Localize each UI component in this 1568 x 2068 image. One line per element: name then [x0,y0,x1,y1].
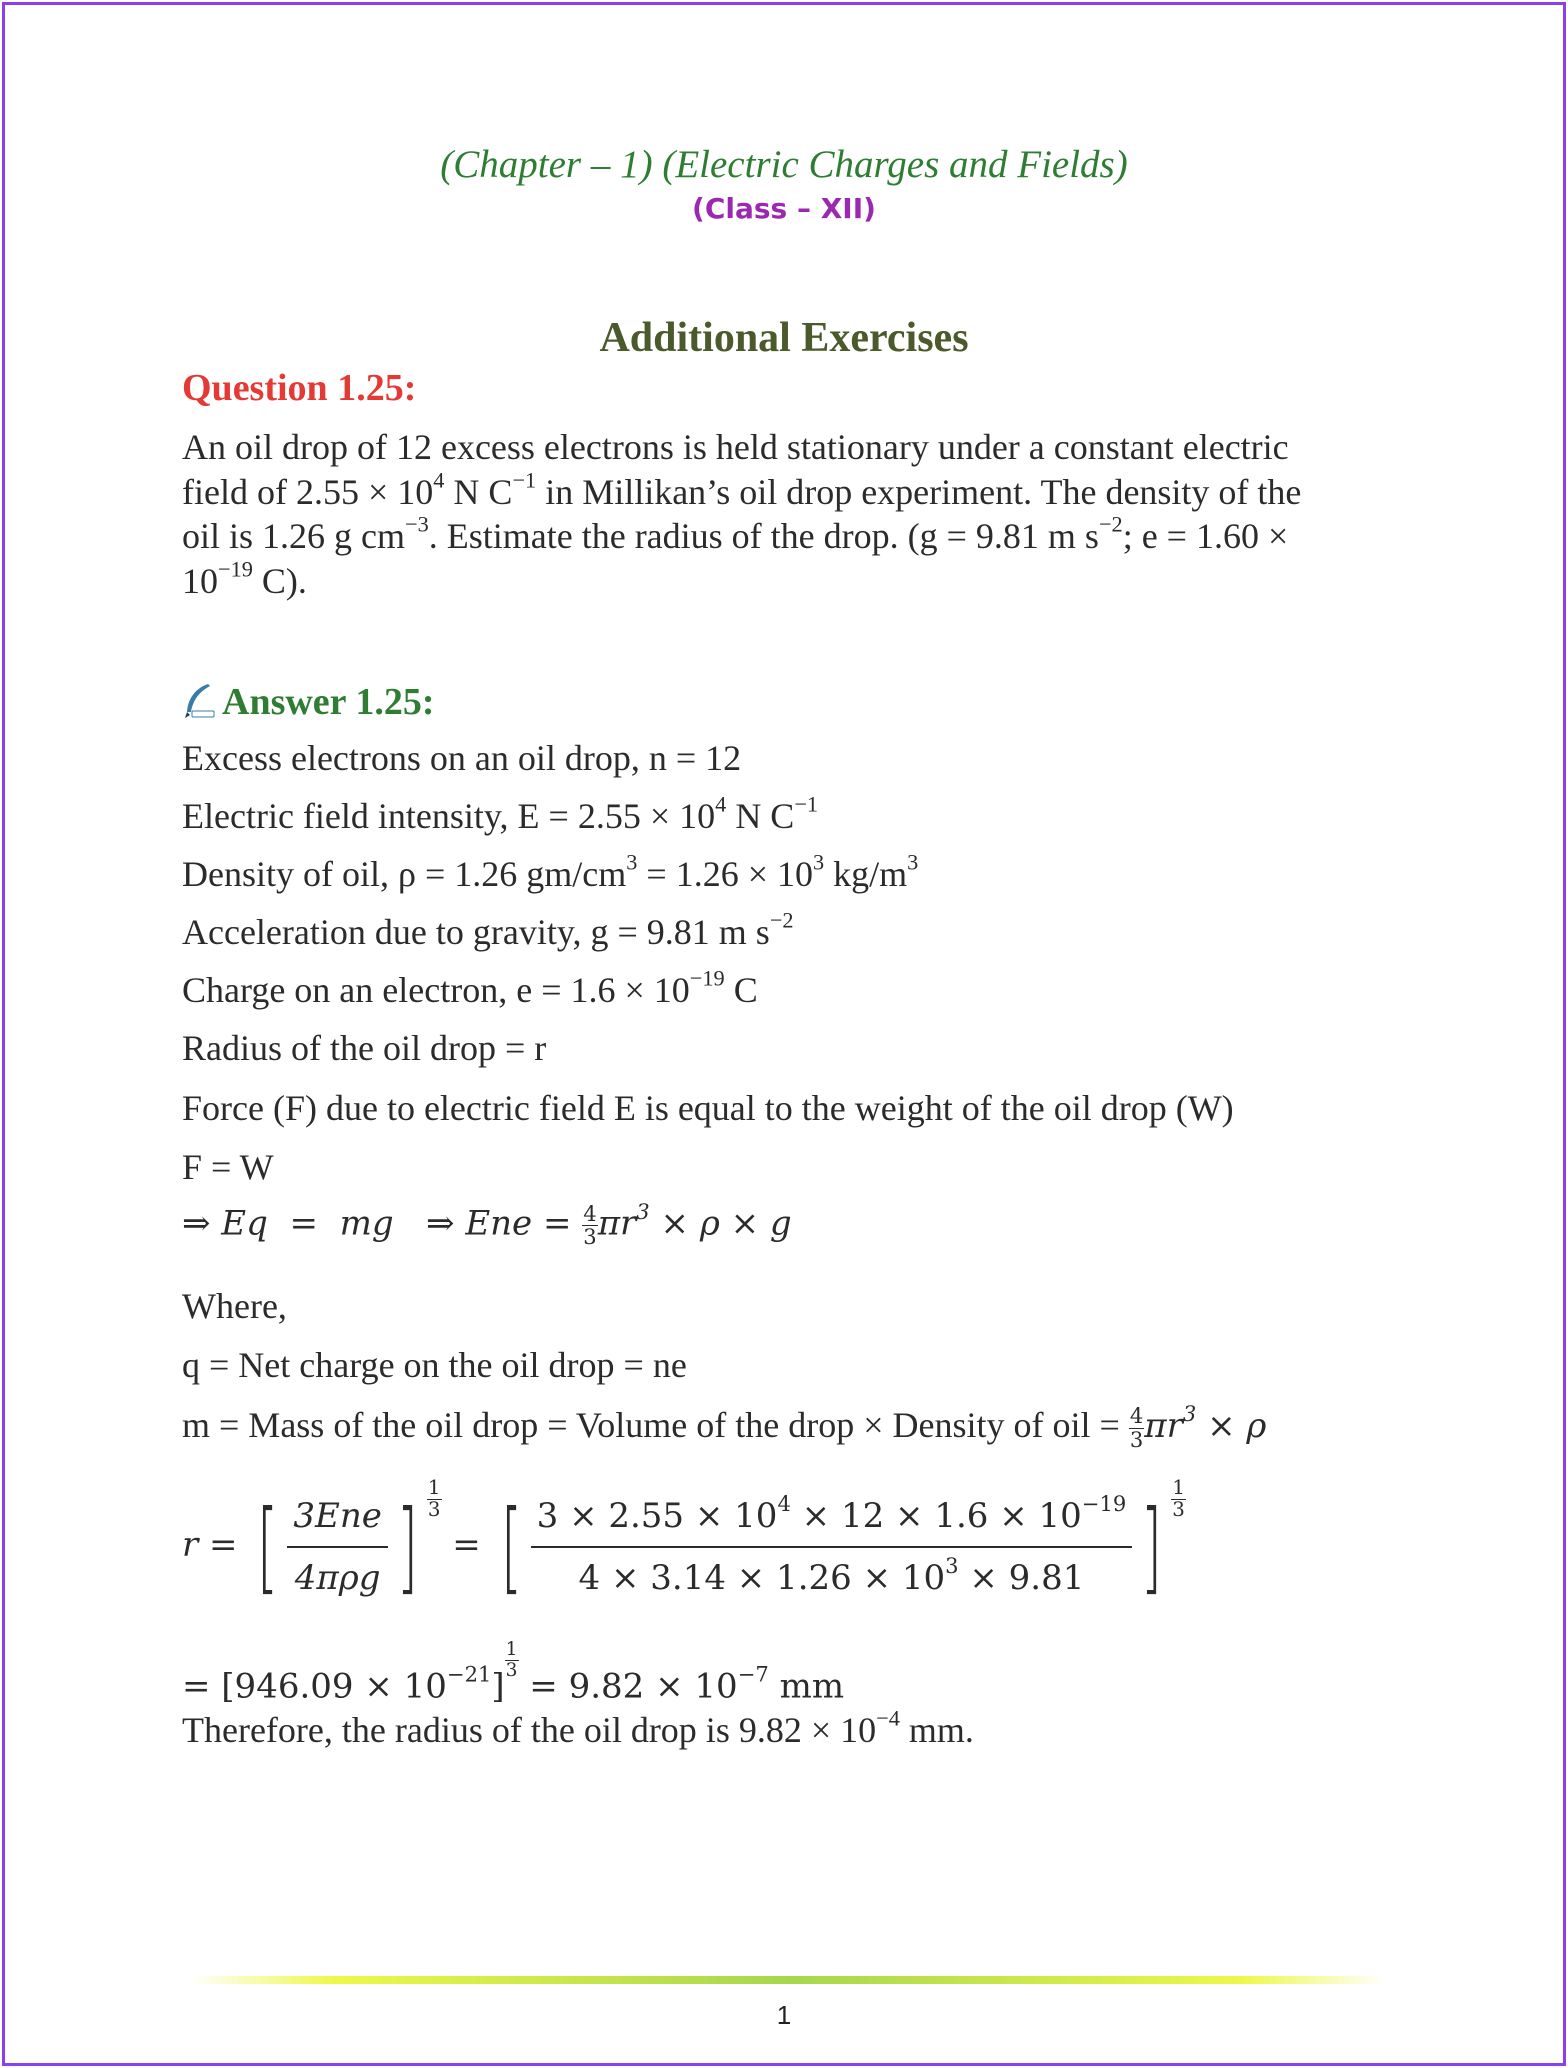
question-text [182,425,1382,603]
equation-result: = $[946.09 \times 10^{-21}]$ $\frac{1}{3}$ = $9.82 \times 10^{-7}$ mm [182,1639,845,1707]
answer-title: Answer 1.25: [182,680,435,730]
section-title: Additional Exercises [599,315,969,361]
page-number: 1 [776,2000,792,2030]
question-line: An oil drop of 12 excess electrons is held stationary under a constant electric [182,427,1289,467]
answer-line: Electric field intensity, $E = 2.55 \times 10^4$ N $C^{-1}$ [182,791,819,836]
answer-line: Excess electrons on an oil drop, n = 12 [182,738,742,778]
question-line: field of $2.55 \times 10^4$ N $C^{-1}$ in Millikan’s oil drop experiment. The density of the [182,466,1302,512]
question-line: $10^{-19}$ C). [182,555,307,601]
question-line: oil is 1.26 g $cm^{-3}$. Estimate the radius of the drop. (g = 9.81 m $s^{-2}$; e = 1.60 × [182,511,1289,556]
answer-line: Acceleration due to gravity, g = 9.81 m $s^{-2}$ [182,907,794,952]
answer-line: F = W [182,1147,274,1187]
fraction: $\frac{3 \times 2.55 \times 10^4 \times 12 \times 1.6 \times 10^{-19}}{4 \times 3.14 \times 1.26 \times 10^3 \times 9.81}$ [531,1490,1133,1604]
answer-conclusion: Therefore, the radius of the oil drop is $9.82 \times 10^{-4}$ mm. [182,1705,974,1750]
answer-line: Density of oil, ρ = 1.26 $gm/cm^3 = 1.26 \times 10^3$ $kg/m^3$ [182,849,919,894]
question-title: Question 1.25: [182,367,417,409]
class-label: (Class – XII) [692,192,876,225]
equation-radius: r = [ $\frac{\text{3Ene}}{\text{4πρg}}$ ] $\frac{1}{3}$ = [ $\frac{3 \times 2.55 \times 10^4 \times 12 \times 1.6 \times 10^{-19}}{4 \times 3.14 \times 1.26 \times 10^3 \times 9.81}$ ] $\frac{1}{3}$ [182,1476,1185,1605]
exponent-fraction: $\frac{1}{3}$ [505,1639,518,1681]
chapter-heading: (Chapter – 1) (Electric Charges and Fields) [440,143,1128,186]
quill-pen-icon [182,682,216,730]
footer-divider [190,1976,1386,1984]
exponent-fraction: $\frac{1}{3}$ [427,1476,441,1521]
exponent-fraction: $\frac{1}{3}$ [1172,1476,1185,1521]
answer-line: m = Mass of the oil drop = Volume of the drop × Density of oil = $\frac{4}{3}$ $\pi r^3 \times \rho$ [182,1401,1267,1452]
fraction: $\frac{4}{3}$ [1129,1403,1144,1452]
answer-line: q = Net charge on the oil drop = ne [182,1345,687,1385]
answer-line: Where, [182,1286,287,1326]
answer-line: Force (F) due to electric field E is equal to the weight of the oil drop (W) [182,1088,1234,1128]
answer-line: Charge on an electron, $e = 1.6 \times 10^{-19}$ C [182,965,758,1010]
equation-force-balance: ⇒ Eq = mg ⇒ Ene = $\frac{4}{3}$ $\pi r^3 \times \rho \times g$ [182,1198,792,1250]
answer-line: Radius of the oil drop = r [182,1028,547,1068]
fraction: $\frac{4}{3}$ [583,1201,597,1250]
fraction: $\frac{\text{3Ene}}{\text{4πρg}}$ [287,1490,387,1604]
